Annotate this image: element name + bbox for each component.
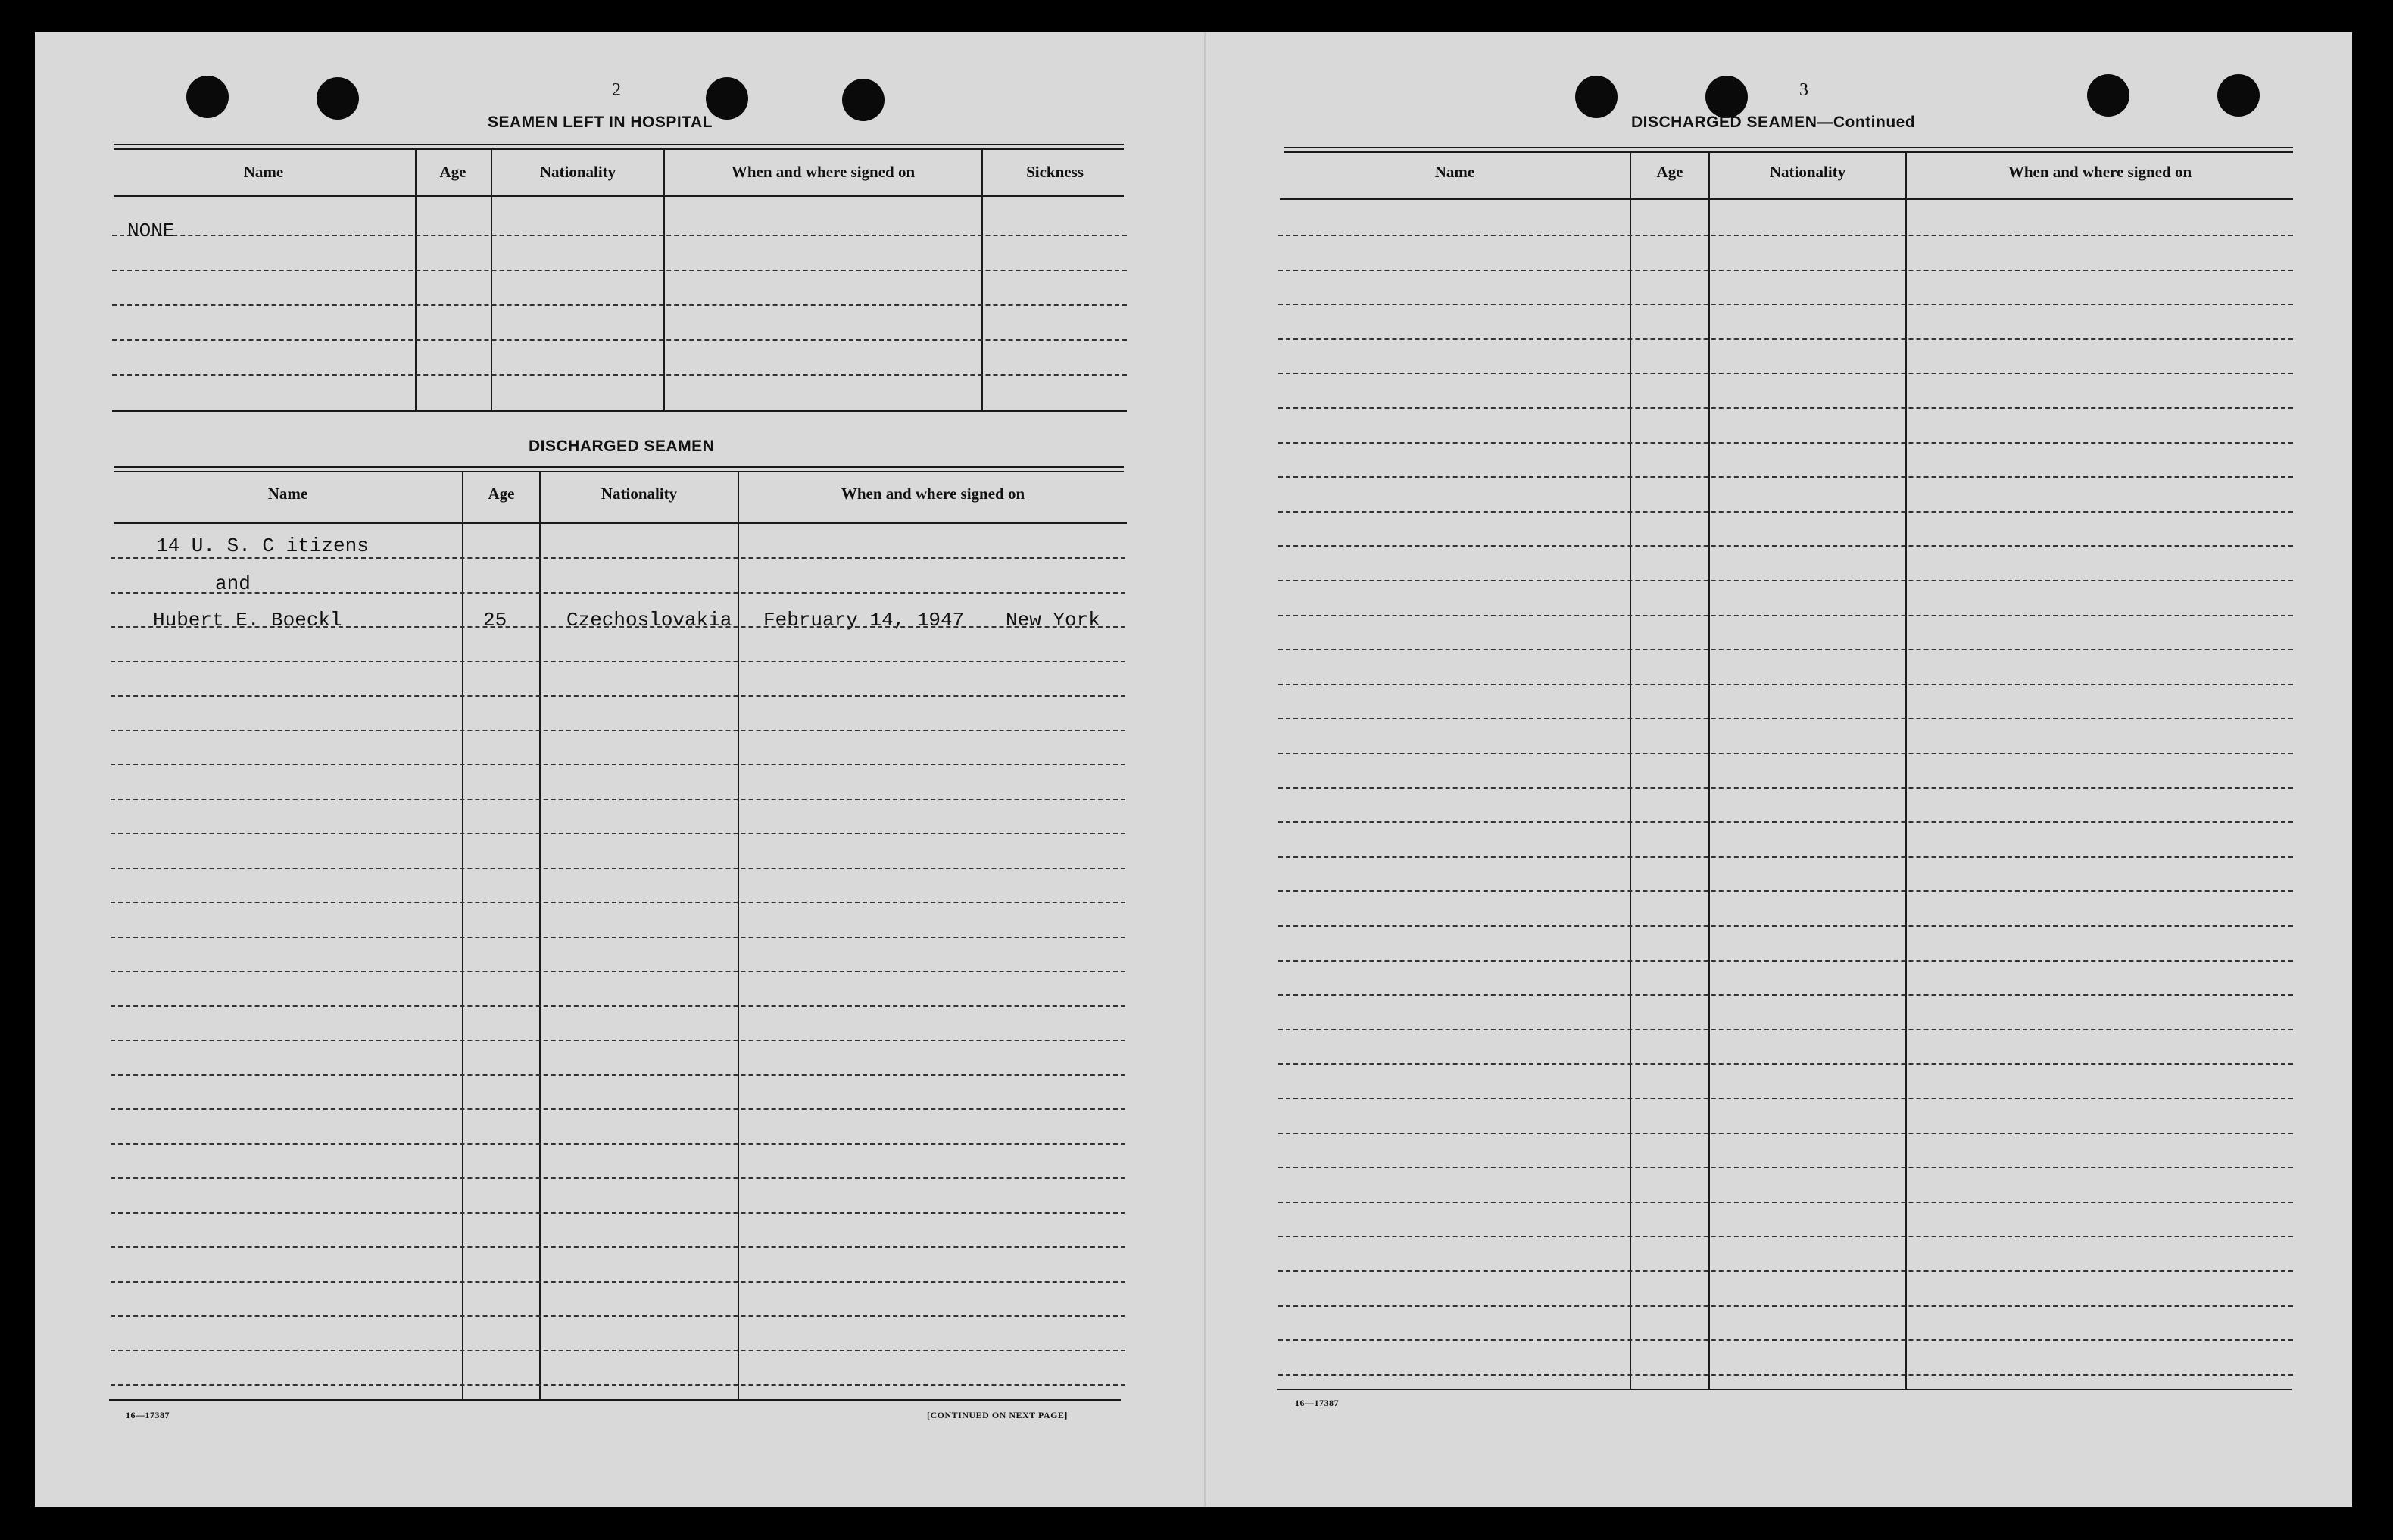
entry-line (1278, 338, 2293, 340)
entry-line (1278, 925, 2293, 927)
col-header-age: Age (1656, 163, 1683, 181)
column-divider (491, 148, 492, 412)
entry-line (1278, 994, 2293, 996)
entry-line (1278, 856, 2293, 858)
punch-hole (1705, 76, 1748, 118)
col-header-signed-on: When and where signed on (2008, 163, 2192, 181)
entry-line (111, 799, 1125, 800)
entry-line (1278, 960, 2293, 962)
entry-line (111, 661, 1125, 662)
entry-line (111, 1005, 1125, 1007)
discharged-row-nationality: Czechoslovakia (566, 609, 732, 631)
col-header-age: Age (439, 163, 466, 181)
entry-line (111, 902, 1125, 903)
entry-line (111, 592, 1125, 594)
punch-hole (1575, 76, 1618, 118)
header-bottom-rule (114, 195, 1124, 197)
entry-line (1278, 1236, 2293, 1237)
entry-line (111, 1177, 1125, 1179)
col-header-signed-on: When and where signed on (731, 163, 916, 181)
header-bottom-rule (1280, 198, 2293, 200)
header-rule (1284, 147, 2293, 153)
entry-line (111, 1040, 1125, 1041)
section-title-discharged: DISCHARGED SEAMEN (529, 438, 715, 455)
entry-line (111, 695, 1125, 697)
table-bottom-rule (109, 1399, 1121, 1401)
discharged-row-age: 25 (483, 609, 507, 631)
document-sheet (35, 32, 2352, 1507)
punch-hole (2217, 74, 2260, 117)
entry-line (111, 626, 1125, 628)
entry-line (111, 1384, 1125, 1386)
entry-line (111, 971, 1125, 972)
entry-line (1278, 1305, 2293, 1307)
punch-hole (2087, 74, 2129, 117)
form-number: 16—17387 (126, 1410, 170, 1420)
entry-line (111, 1108, 1125, 1110)
entry-line (1278, 442, 2293, 444)
entry-line (112, 304, 1127, 306)
entry-line (112, 270, 1127, 271)
col-header-nationality: Nationality (601, 485, 678, 503)
discharged-row-date: February 14, 1947 (763, 609, 965, 631)
entry-none: NONE (127, 220, 175, 242)
entry-line (111, 730, 1125, 731)
entry-line (1278, 1063, 2293, 1065)
col-header-nationality: Nationality (539, 163, 616, 181)
entry-line (111, 1281, 1125, 1283)
entry-line (111, 1350, 1125, 1351)
title-main: DISCHARGED SEAMEN (1631, 114, 1817, 131)
column-divider (981, 148, 983, 412)
page-number: 2 (612, 80, 621, 100)
discharged-row-name: 14 U. S. C itizens (156, 535, 369, 557)
form-number: 16—17387 (1295, 1398, 1339, 1408)
entry-line (111, 1315, 1125, 1317)
discharged-row-name: and (215, 572, 251, 595)
col-header-name: Name (267, 485, 308, 503)
header-rule (114, 144, 1124, 150)
entry-line (1278, 821, 2293, 823)
col-header-nationality: Nationality (1769, 163, 1846, 181)
entry-line (111, 1143, 1125, 1145)
entry-line (112, 339, 1127, 341)
col-header-sickness: Sickness (1026, 163, 1084, 181)
column-divider (738, 471, 739, 1401)
section-title-hospital: SEAMEN LEFT IN HOSPITAL (488, 114, 713, 131)
table-bottom-rule (1277, 1389, 2292, 1390)
entry-line (111, 557, 1125, 559)
entry-line (111, 833, 1125, 834)
column-divider (462, 471, 463, 1401)
entry-line (111, 764, 1125, 765)
continued-note: [CONTINUED ON NEXT PAGE] (927, 1410, 1068, 1420)
entry-line (1278, 235, 2293, 236)
discharged-row-name: Hubert E. Boeckl (153, 609, 342, 631)
page-number: 3 (1799, 80, 1808, 100)
punch-hole (186, 76, 229, 118)
entry-line (112, 235, 1127, 236)
page-fold (1204, 32, 1206, 1507)
header-rule (114, 466, 1124, 472)
entry-line (1278, 545, 2293, 547)
column-divider (539, 471, 541, 1401)
entry-line (1278, 890, 2293, 892)
entry-line (1278, 1029, 2293, 1030)
punch-hole (317, 77, 359, 120)
punch-hole (842, 79, 885, 121)
entry-line (112, 374, 1127, 376)
col-header-signed-on: When and where signed on (841, 485, 1025, 503)
column-divider (663, 148, 665, 412)
entry-line (1278, 787, 2293, 789)
entry-line (1278, 1167, 2293, 1168)
column-divider (415, 148, 417, 412)
entry-line (111, 1212, 1125, 1214)
entry-line (111, 1246, 1125, 1248)
entry-line (1278, 270, 2293, 271)
entry-line (1278, 1270, 2293, 1272)
entry-line (1278, 753, 2293, 754)
entry-line (1278, 476, 2293, 478)
entry-line (111, 937, 1125, 938)
entry-line (1278, 615, 2293, 616)
header-bottom-rule (114, 522, 1127, 524)
col-header-age: Age (488, 485, 515, 503)
column-divider (1708, 151, 1710, 1390)
entry-line (1278, 1374, 2293, 1376)
entry-line (1278, 1133, 2293, 1134)
entry-line (1278, 407, 2293, 409)
entry-line (1278, 1098, 2293, 1099)
col-header-name: Name (243, 163, 284, 181)
entry-line (111, 868, 1125, 869)
entry-line (1278, 718, 2293, 719)
entry-line (1278, 684, 2293, 685)
entry-line (1278, 511, 2293, 513)
entry-line (1278, 304, 2293, 305)
column-divider (1905, 151, 1907, 1390)
entry-line (111, 1074, 1125, 1076)
entry-line (1278, 649, 2293, 650)
entry-line (1278, 373, 2293, 374)
title-suffix: —Continued (1817, 114, 1916, 131)
col-header-name: Name (1434, 163, 1475, 181)
table-bottom-rule (112, 410, 1127, 412)
entry-line (1278, 1202, 2293, 1203)
discharged-row-place: New York (1006, 609, 1100, 631)
entry-line (1278, 580, 2293, 581)
column-divider (1630, 151, 1631, 1390)
section-title-discharged-continued (1631, 114, 1915, 132)
entry-line (1278, 1339, 2293, 1341)
